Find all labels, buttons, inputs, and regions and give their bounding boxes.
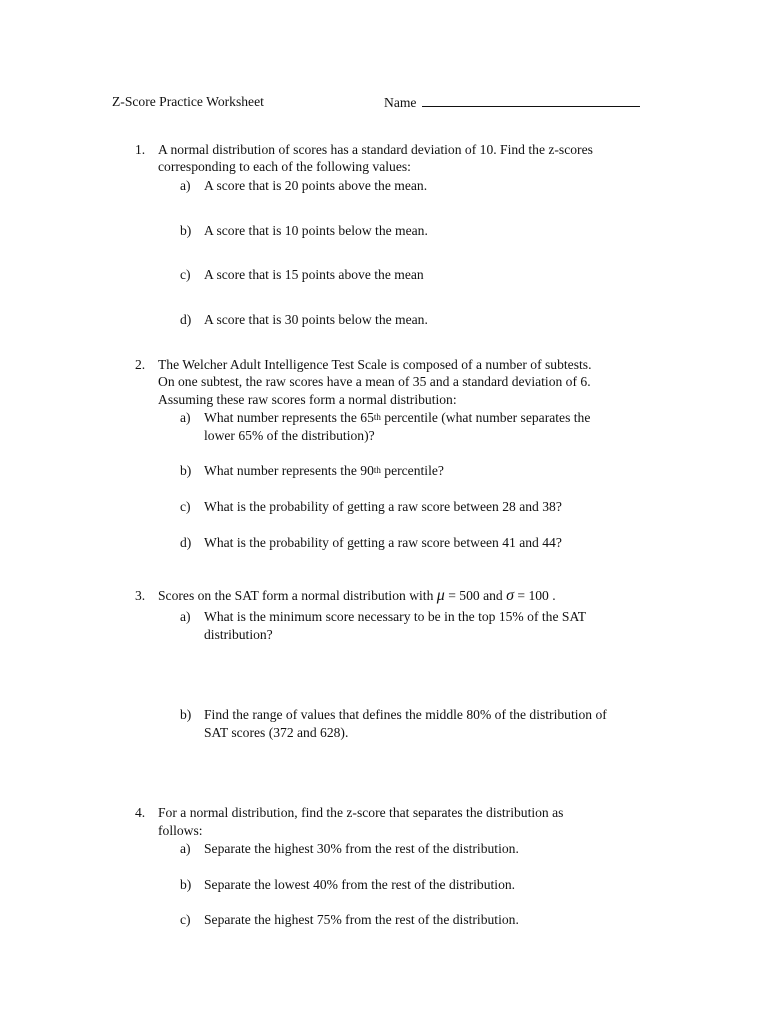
ordinal-suffix: th bbox=[373, 465, 381, 475]
part-letter: a) bbox=[180, 410, 191, 425]
part-text: lower 65% of the distribution)? bbox=[204, 428, 375, 443]
part-text: Find the range of values that defines the middle 80% of the distribution of bbox=[204, 707, 607, 722]
question-number: 1. bbox=[135, 142, 146, 157]
page-title: Z-Score Practice Worksheet bbox=[112, 94, 264, 109]
part-text bbox=[204, 462, 664, 479]
name-label: Name bbox=[384, 95, 417, 110]
question-number: 2. bbox=[135, 357, 146, 372]
part-letter: a) bbox=[180, 609, 191, 624]
part-letter: a) bbox=[180, 841, 191, 856]
question-line: On one subtest, the raw scores have a mean of 35 and a standard deviation of 6. bbox=[158, 374, 591, 389]
part-text: What is the probability of getting a raw score between 28 and 38? bbox=[204, 499, 562, 514]
part-text: Separate the lowest 40% from the rest of the distribution. bbox=[204, 877, 516, 892]
part-letter: b) bbox=[180, 707, 192, 722]
question-number: 4. bbox=[135, 805, 146, 820]
part-letter: a) bbox=[180, 178, 191, 193]
part-text: distribution? bbox=[204, 627, 273, 642]
question-number: 3. bbox=[135, 588, 146, 603]
part-text bbox=[204, 409, 664, 426]
sigma-symbol: σ bbox=[506, 587, 514, 604]
part-text: A score that is 10 points below the mean. bbox=[204, 223, 428, 238]
part-text: A score that is 20 points above the mean. bbox=[204, 178, 428, 193]
part-letter: c) bbox=[180, 267, 191, 282]
question-line: A normal distribution of scores has a standard deviation of 10. Find the z-scores bbox=[158, 142, 593, 157]
question-line: Assuming these raw scores form a normal distribution: bbox=[158, 392, 457, 407]
part-text: What is the minimum score necessary to be in the top 15% of the SAT bbox=[204, 609, 587, 624]
question-text: Scores on the SAT form a normal distribution with bbox=[158, 588, 437, 603]
conjunction: and bbox=[479, 588, 507, 603]
part-letter: b) bbox=[180, 463, 192, 478]
part-text-post: percentile? bbox=[380, 463, 444, 478]
part-letter: b) bbox=[180, 223, 192, 238]
part-letter: c) bbox=[180, 499, 191, 514]
part-text-post: percentile (what number separates the bbox=[380, 410, 591, 425]
question-line: The Welcher Adult Intelligence Test Scale is composed of a number of subtests. bbox=[158, 357, 592, 372]
part-text-pre: What number represents the 65 bbox=[204, 410, 374, 425]
part-text: What is the probability of getting a raw score between 41 and 44? bbox=[204, 535, 562, 550]
part-text: SAT scores (372 and 628). bbox=[204, 725, 349, 740]
part-letter: c) bbox=[180, 912, 191, 927]
part-letter: b) bbox=[180, 877, 192, 892]
question-line bbox=[158, 587, 658, 604]
name-blank-line bbox=[422, 93, 640, 107]
question-line: follows: bbox=[158, 823, 203, 838]
mu-symbol: μ bbox=[436, 587, 445, 604]
mu-value: = 500 bbox=[444, 588, 480, 603]
question-line: For a normal distribution, find the z-score that separates the distribution as bbox=[158, 805, 564, 820]
part-text-pre: What number represents the 90 bbox=[204, 463, 374, 478]
part-letter: d) bbox=[180, 312, 192, 327]
question-line: corresponding to each of the following values: bbox=[158, 159, 411, 174]
sigma-value: = 100 bbox=[514, 588, 549, 603]
period: . bbox=[548, 588, 556, 603]
part-text: Separate the highest 75% from the rest of the distribution. bbox=[204, 912, 519, 927]
part-text: A score that is 15 points above the mean bbox=[204, 267, 424, 282]
name-field bbox=[384, 93, 640, 111]
part-text: A score that is 30 points below the mean. bbox=[204, 312, 428, 327]
ordinal-suffix: th bbox=[373, 412, 381, 422]
part-text: Separate the highest 30% from the rest of the distribution. bbox=[204, 841, 519, 856]
part-letter: d) bbox=[180, 535, 192, 550]
